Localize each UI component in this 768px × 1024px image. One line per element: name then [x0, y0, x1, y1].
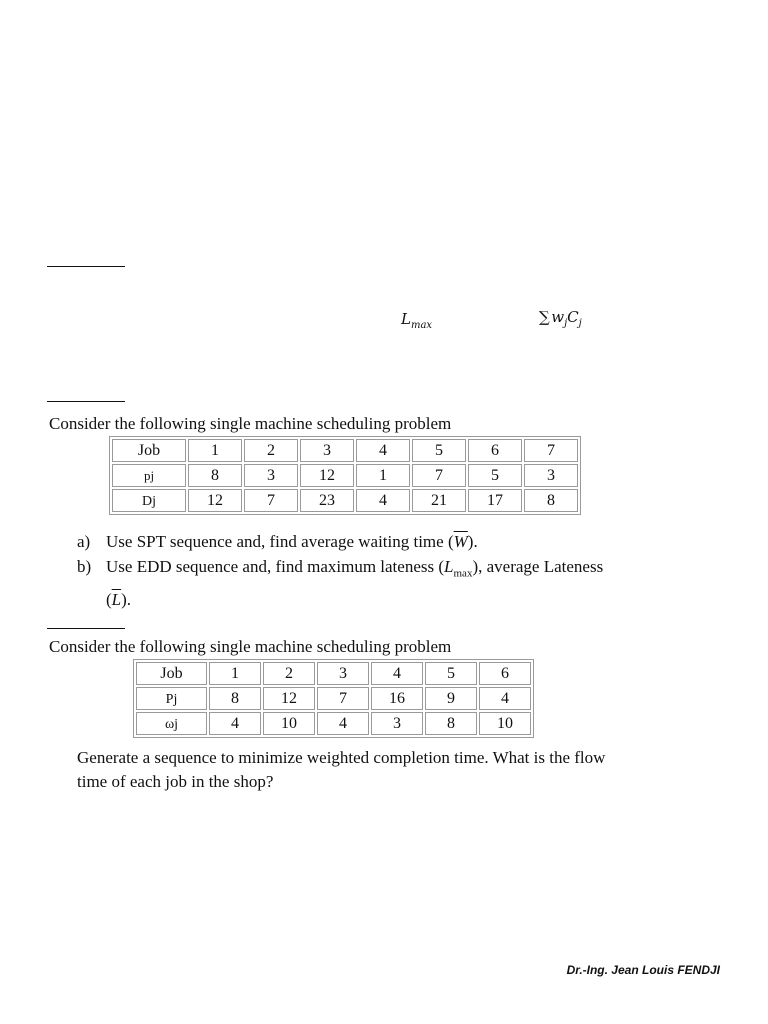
problem2-question [77, 746, 605, 794]
row-header-label: pj [143, 467, 155, 483]
avg-waiting-symbol: $\overline{W}$ [453, 532, 468, 551]
question-label: a) [77, 532, 91, 551]
question-text-end: ). [467, 532, 478, 551]
table-row [136, 687, 531, 710]
table-cell: 5 [468, 464, 522, 487]
table-cell: 8 [425, 712, 477, 735]
problem1-question-a [77, 529, 478, 554]
table-row [136, 662, 531, 685]
table-cell: 8 [188, 464, 242, 487]
row-header [112, 489, 186, 512]
weighted-completion-formula: ∑ $w_jC_j$ [539, 308, 582, 329]
table-row [112, 464, 578, 487]
question-label: b) [77, 557, 92, 576]
table-cell: 2 [263, 662, 315, 685]
row-header [136, 687, 207, 710]
table-row [112, 439, 578, 462]
table-cell: 7 [244, 489, 298, 512]
row-header-label: ωj [164, 716, 179, 732]
table-cell: 21 [412, 489, 466, 512]
lmax-subscript: max [453, 567, 473, 580]
problem2-intro: Consider the following single machine scheduling problem [49, 637, 452, 656]
table-cell: 1 [188, 439, 242, 462]
table-cell: 6 [468, 439, 522, 462]
table-cell: 1 [209, 662, 261, 685]
row-header-label: Pj [165, 691, 178, 707]
problem1-intro: Consider the following single machine scheduling problem [49, 414, 452, 433]
row-header [136, 712, 207, 735]
lmax-formula: $L_{max}$ [401, 310, 433, 331]
table-cell: 9 [425, 687, 477, 710]
paren-close: ). [121, 590, 132, 609]
problem2-question-line1: Generate a sequence to minimize weighted completion time. What is the flow [77, 748, 606, 767]
table-cell: 3 [371, 712, 423, 735]
table-cell: 12 [188, 489, 242, 512]
row-header-label: Dj [142, 493, 156, 509]
table-cell: 5 [425, 662, 477, 685]
lmax-symbol: L [444, 557, 454, 576]
question-text: Use EDD sequence and, find maximum lateness ( [106, 557, 445, 576]
table-cell: 10 [263, 712, 315, 735]
problem2-question-line2: time of each job in the shop? [77, 772, 274, 791]
problem1-question-b-line2 [106, 587, 131, 612]
question-text-end: ), average Lateness [472, 557, 604, 576]
table-cell: 6 [479, 662, 531, 685]
problem1-question-b [77, 554, 603, 586]
avg-lateness-symbol: $\overline{L}$ [111, 590, 122, 609]
table-cell: 4 [479, 687, 531, 710]
row-header: Job [136, 662, 207, 685]
table-cell: 17 [468, 489, 522, 512]
table-cell: 3 [300, 439, 354, 462]
row-header [112, 464, 186, 487]
table-cell: 4 [209, 712, 261, 735]
table-row [136, 712, 531, 735]
row-header: Job [112, 439, 186, 462]
separator-rule-1 [47, 266, 125, 267]
table-cell: 4 [371, 662, 423, 685]
table-cell: 12 [263, 687, 315, 710]
table-cell: 10 [479, 712, 531, 735]
table-row [112, 489, 578, 512]
table-cell: 2 [244, 439, 298, 462]
table-cell: 5 [412, 439, 466, 462]
paren-open: ( [106, 590, 112, 609]
table-cell: 8 [209, 687, 261, 710]
table-cell: 3 [317, 662, 369, 685]
table-cell: 16 [371, 687, 423, 710]
table-cell: 3 [524, 464, 578, 487]
author-signature: Dr.-Ing. Jean Louis FENDJI [566, 963, 720, 977]
problem1-table [109, 436, 581, 515]
separator-rule-3 [47, 628, 125, 629]
table-cell: 7 [524, 439, 578, 462]
table-cell: 23 [300, 489, 354, 512]
table-cell: 4 [356, 489, 410, 512]
table-cell: 7 [317, 687, 369, 710]
table-cell: 3 [244, 464, 298, 487]
problem2-table [133, 659, 534, 738]
question-text: Use SPT sequence and, find average waiting time ( [106, 532, 454, 551]
table-cell: 1 [356, 464, 410, 487]
separator-rule-2 [47, 401, 125, 402]
table-cell: 4 [317, 712, 369, 735]
table-cell: 12 [300, 464, 354, 487]
table-cell: 7 [412, 464, 466, 487]
table-cell: 8 [524, 489, 578, 512]
table-cell: 4 [356, 439, 410, 462]
